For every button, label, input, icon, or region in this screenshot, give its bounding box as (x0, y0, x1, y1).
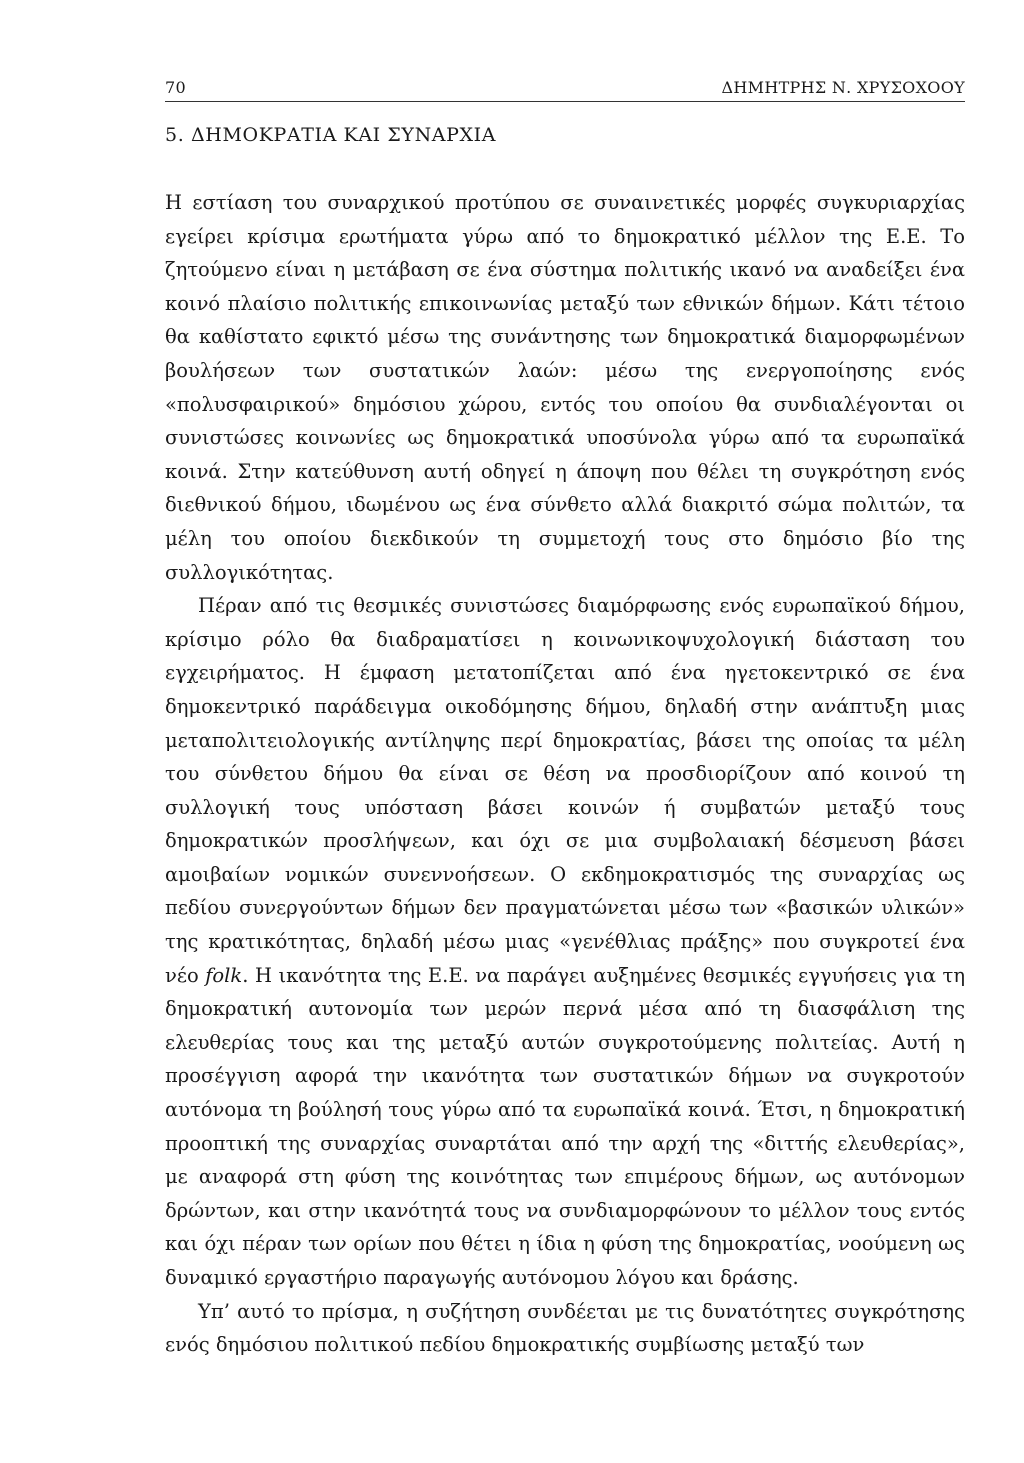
paragraph: Η εστίαση του συναρχικού προτύπου σε συναινετικές μορφές συγκυριαρχίας εγείρει κρίσιμα ερωτήματα γύρω από το δημοκρατικό μέλλον της Ε.Ε. Το ζητούμενο είναι η μετάβαση σε ένα σύστημα πολιτικής ικανό να αναδείξει ένα κοινό πλαίσιο πολιτικής επικοινωνίας μεταξύ των εθνικών δήμων. Κάτι τέτοιο θα καθίστατο εφικτό μέσω της συνάντησης των δημοκρατικά διαμορφωμένων βουλήσεων των συστατικών λαών: μέσω της ενεργοποίησης ενός «πολυσφαιρικού» δημόσιου χώρου, εντός του οποίου θα συνδιαλέγονται οι συνιστώσες κοινωνίες ως δημοκρατικά υποσύνολα γύρω από τα ευρωπαϊκά κοινά. Στην κατεύθυνση αυτή οδηγεί η άποψη που θέλει τη συγκρότηση ενός διεθνικού δήμου, ιδωμένου ως ένα σύνθετο αλλά διακριτό σώμα πολιτών, τα μέλη του οποίου διεκδικούν τη συμμετοχή τους στο δημόσιο βίο της συλλογικότητας. (165, 191, 965, 584)
author-name: ΔΗΜΗΤΡΗΣ Ν. ΧΡΥΣΟΧΟΟΥ (721, 78, 965, 97)
page-number: 70 (165, 78, 186, 97)
paragraph (165, 589, 965, 1294)
emphasized-word: folk (205, 963, 243, 987)
paragraph-text: Πέραν από τις θεσμικές συνιστώσες διαμόρφωσης ενός ευρωπαϊκού δήμου, κρίσιμο ρόλο θα διαδραματίσει η κοινωνικοψυχολογική διάσταση του εγχειρήματος. Η έμφαση μετατοπίζεται από ένα ηγετοκεντρικό σε ένα δημοκεντρικό παράδειγμα οικοδόμησης δήμου, δηλαδή στην ανάπτυξη μιας μεταπολιτειολογικής αντίληψης περί δημοκρατίας, βάσει της οποίας τα μέλη του σύνθετου δήμου θα είναι σε θέση να προσδιορίζουν από κοινού τη συλλογική τους υπόσταση βάσει κοινών ή συμβατών μεταξύ τους δημοκρατικών προσλήψεων, και όχι σε μια συμβολαιακή δέσμευση βάσει αμοιβαίων νομικών συνεννοήσεων. Ο εκδημοκρατισμός της συναρχίας ως πεδίου συνεργούντων δήμων δεν πραγματώνεται μέσω των «βασικών υλικών» της κρατικότητας, δηλαδή μέσω μιας «γενέθλιας πράξης» που συγκροτεί ένα νέο (165, 594, 965, 987)
section-heading: 5. ΔΗΜΟΚΡΑΤΙΑ ΚΑΙ ΣΥΝΑΡΧΙΑ (165, 124, 497, 146)
paragraph: Υπ’ αυτό το πρίσμα, η συζήτηση συνδέεται με τις δυνατότητες συγκρότησης ενός δημόσιου πολιτικού πεδίου δημοκρατικής συμβίωσης μεταξύ των (165, 1299, 965, 1357)
paragraph-text: . Η ικανότητα της Ε.Ε. να παράγει αυξημένες θεσμικές εγγυήσεις για τη δημοκρατική αυτονομία των μερών περνά μέσα από τη διασφάλιση της ελευθερίας τους και της μεταξύ αυτών συγκροτούμενης πολιτείας. Αυτή η προσέγγιση αφορά την ικανότητα των συστατικών δήμων να συγκροτούν αυτόνομα τη βούλησή τους γύρω από τα ευρωπαϊκά κοινά. Έτσι, η δημοκρατική προοπτική της συναρχίας συναρτάται από την αρχή της «διττής ελευθερίας», με αναφορά στη φύση της κοινότητας των επιμέρους δήμων, ως αυτόνομων δρώντων, και στην ικανότητά τους να συνδιαμορφώνουν το μέλλον τους εντός και όχι πέραν των ορίων που θέτει η ίδια η φύση της δημοκρατίας, νοούμενη ως δυναμικό εργαστήριο παραγωγής αυτόνομου λόγου και δράσης. (165, 963, 966, 1289)
running-header (165, 78, 965, 102)
body-text (165, 186, 965, 1362)
book-page (165, 78, 965, 1362)
